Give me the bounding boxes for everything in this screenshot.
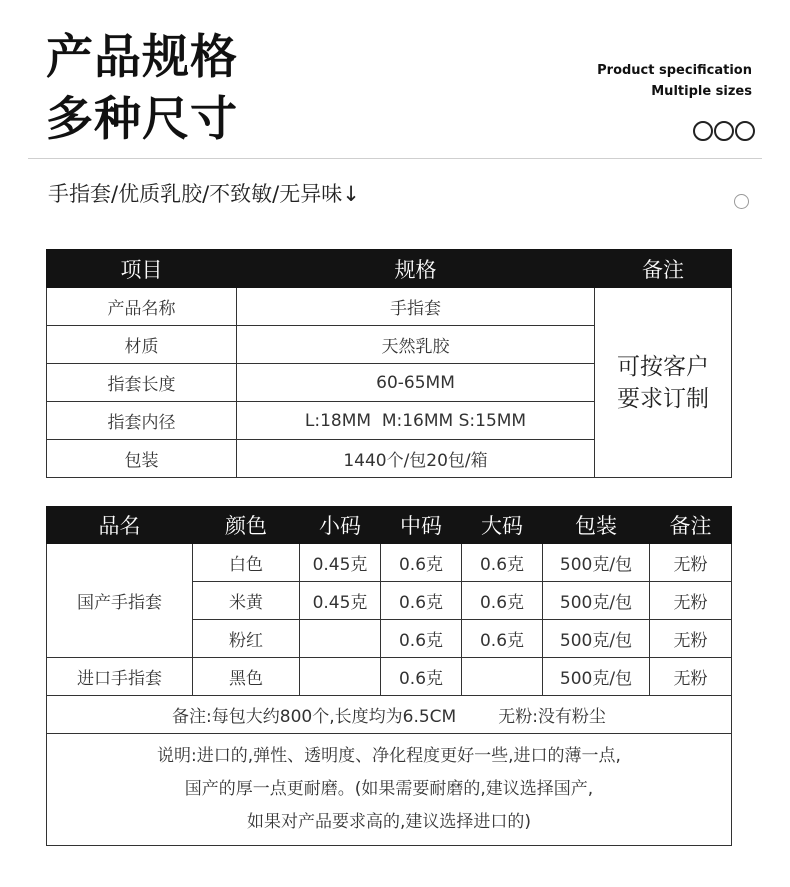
explanation-line: 国产的厚一点更耐磨。(如果需要耐磨的,建议选择国产,	[184, 779, 594, 799]
row-value: 60-65MM	[237, 364, 595, 402]
cell-pack: 500克/包	[543, 658, 650, 696]
table-row	[47, 658, 732, 696]
english-subtitle: Multiple sizes	[651, 84, 752, 99]
size-table	[46, 506, 732, 846]
header-note: 备注	[650, 507, 732, 544]
divider	[28, 158, 762, 159]
cell-medium: 0.6克	[381, 620, 462, 658]
cell-color: 黑色	[193, 658, 300, 696]
row-value: L:18MM M:16MM S:15MM	[237, 402, 595, 440]
cell-small	[300, 620, 381, 658]
cell-pack: 500克/包	[543, 544, 650, 582]
header-small: 小码	[300, 507, 381, 544]
row-value: 手指套	[237, 288, 595, 326]
page-title: 产品规格	[46, 30, 238, 85]
header-item: 项目	[47, 250, 237, 288]
explanation-line: 说明:进口的,弹性、透明度、净化程度更好一些,进口的薄一点,	[157, 746, 621, 766]
table-row	[47, 544, 732, 582]
cell-large: 0.6克	[462, 544, 543, 582]
spec-table-header	[47, 250, 732, 288]
cell-medium: 0.6克	[381, 658, 462, 696]
row-label: 材质	[47, 326, 237, 364]
size-table-header	[47, 507, 732, 544]
header-note: 备注	[595, 250, 732, 288]
row-value: 1440个/包20包/箱	[237, 440, 595, 478]
row-label: 产品名称	[47, 288, 237, 326]
note-line: 可按客户	[617, 353, 709, 380]
english-title: Product specification	[597, 63, 752, 78]
footnote-row	[47, 696, 732, 734]
cell-color: 白色	[193, 544, 300, 582]
cell-medium: 0.6克	[381, 544, 462, 582]
page-subtitle-heading: 多种尺寸	[46, 92, 238, 147]
spec-table	[46, 249, 732, 478]
footnote-packing: 备注:每包大约800个,长度均为6.5CM	[172, 707, 457, 727]
decorative-circles	[693, 121, 755, 141]
cell-color: 米黄	[193, 582, 300, 620]
table-row	[47, 288, 732, 326]
footnote-powder-free: 无粉:没有粉尘	[498, 707, 606, 727]
cell-pack: 500克/包	[543, 582, 650, 620]
row-label: 包装	[47, 440, 237, 478]
header-large: 大码	[462, 507, 543, 544]
cell-color: 粉红	[193, 620, 300, 658]
explanation	[47, 734, 732, 846]
custom-note	[595, 288, 732, 478]
header-spec: 规格	[237, 250, 595, 288]
circle-icon	[735, 121, 755, 141]
cell-small: 0.45克	[300, 544, 381, 582]
row-value: 天然乳胶	[237, 326, 595, 364]
note-line: 要求订制	[617, 385, 709, 412]
explanation-row	[47, 734, 732, 846]
small-circle-icon	[734, 194, 749, 209]
import-name: 进口手指套	[47, 658, 193, 696]
cell-medium: 0.6克	[381, 582, 462, 620]
footnote	[47, 696, 732, 734]
cell-note: 无粉	[650, 544, 732, 582]
header-color: 颜色	[193, 507, 300, 544]
product-tagline: 手指套/优质乳胶/不致敏/无异味↓	[48, 182, 360, 206]
header-medium: 中码	[381, 507, 462, 544]
row-label: 指套长度	[47, 364, 237, 402]
header-name: 品名	[47, 507, 193, 544]
cell-note: 无粉	[650, 582, 732, 620]
cell-small: 0.45克	[300, 582, 381, 620]
circle-icon	[714, 121, 734, 141]
cell-large: 0.6克	[462, 620, 543, 658]
explanation-line: 如果对产品要求高的,建议选择进口的)	[246, 812, 532, 832]
header-pack: 包装	[543, 507, 650, 544]
cell-large: 0.6克	[462, 582, 543, 620]
cell-note: 无粉	[650, 620, 732, 658]
circle-icon	[693, 121, 713, 141]
cell-small	[300, 658, 381, 696]
row-label: 指套内径	[47, 402, 237, 440]
cell-note: 无粉	[650, 658, 732, 696]
cell-pack: 500克/包	[543, 620, 650, 658]
domestic-name: 国产手指套	[47, 544, 193, 658]
cell-large	[462, 658, 543, 696]
